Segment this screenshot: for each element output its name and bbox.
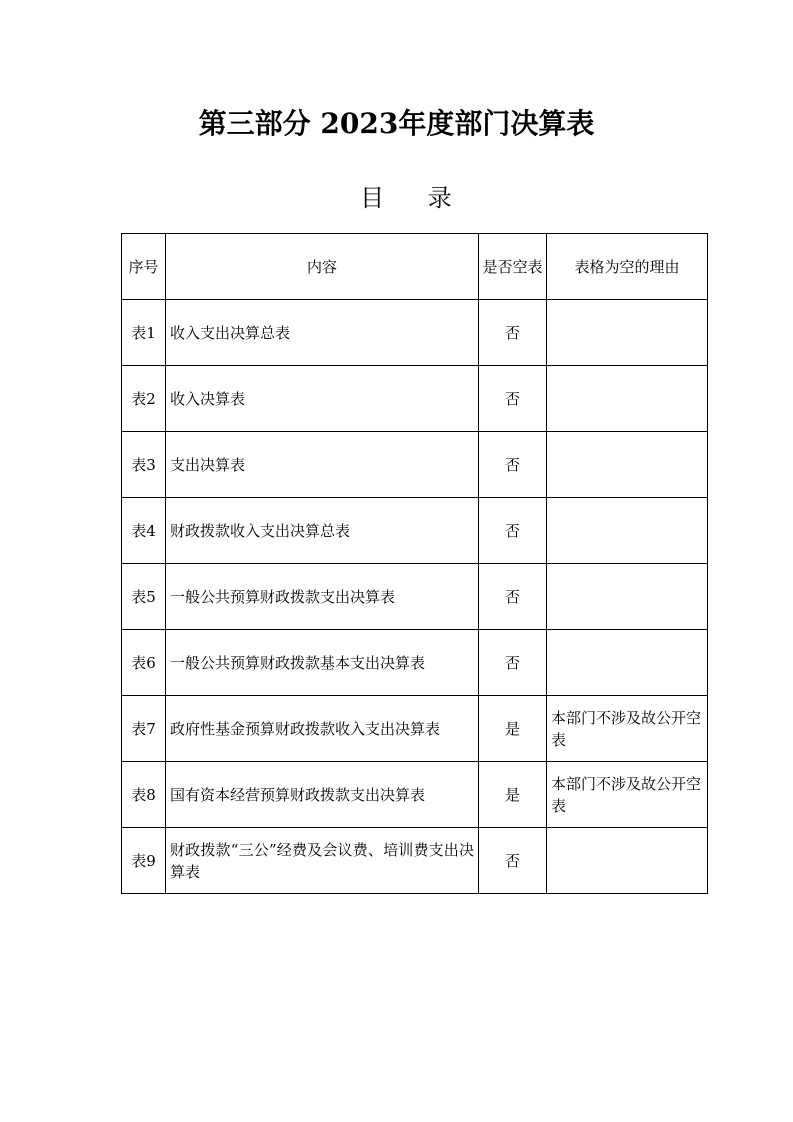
document-title: 第三部分 2023年度部门决算表 [198, 107, 595, 140]
toc-table [121, 233, 708, 894]
row-content [166, 828, 479, 894]
table-row [122, 762, 708, 828]
row-reason [547, 564, 708, 630]
row-no: 表5 [122, 564, 166, 630]
row-is-empty: 否 [479, 432, 547, 498]
row-reason [547, 432, 708, 498]
row-content-text: 一般公共预算财政拨款支出决算表 [170, 587, 396, 606]
row-content [166, 366, 479, 432]
header-no: 序号 [122, 234, 166, 300]
row-reason [547, 762, 708, 828]
table-row [122, 630, 708, 696]
row-no: 表6 [122, 630, 166, 696]
table-header-row [122, 234, 708, 300]
table-row [122, 498, 708, 564]
table-row [122, 828, 708, 894]
row-content-text: 收入支出决算总表 [170, 323, 291, 342]
row-content-text: 政府性基金预算财政拨款收入支出决算表 [170, 719, 441, 738]
row-no: 表7 [122, 696, 166, 762]
row-content-text: 支出决算表 [170, 455, 246, 474]
row-content-text: 收入决算表 [170, 389, 246, 408]
row-is-empty: 否 [479, 828, 547, 894]
row-is-empty: 否 [479, 498, 547, 564]
table-row [122, 366, 708, 432]
row-is-empty: 否 [479, 630, 547, 696]
row-no: 表1 [122, 300, 166, 366]
row-content [166, 630, 479, 696]
row-no: 表9 [122, 828, 166, 894]
row-reason [547, 498, 708, 564]
toc-heading: 目 录 [360, 184, 470, 212]
header-reason: 表格为空的理由 [547, 234, 708, 300]
row-is-empty: 否 [479, 564, 547, 630]
row-content-text: 国有资本经营预算财政拨款支出决算表 [170, 785, 426, 804]
row-reason [547, 828, 708, 894]
row-content [166, 432, 479, 498]
table-row [122, 564, 708, 630]
table-row [122, 300, 708, 366]
row-reason-text: 本部门不涉及故公开空表 [551, 708, 702, 749]
row-no: 表3 [122, 432, 166, 498]
row-no: 表8 [122, 762, 166, 828]
row-content [166, 762, 479, 828]
row-content [166, 498, 479, 564]
row-is-empty: 是 [479, 696, 547, 762]
row-reason-text: 本部门不涉及故公开空表 [551, 774, 702, 815]
row-content-text: 一般公共预算财政拨款基本支出决算表 [170, 653, 426, 672]
row-no: 表2 [122, 366, 166, 432]
table-row [122, 432, 708, 498]
row-reason [547, 630, 708, 696]
row-reason [547, 696, 708, 762]
row-content [166, 696, 479, 762]
row-is-empty: 否 [479, 366, 547, 432]
row-content [166, 300, 479, 366]
header-is-empty: 是否空表 [479, 234, 547, 300]
row-reason [547, 366, 708, 432]
row-is-empty: 是 [479, 762, 547, 828]
row-content-text: 财政拨款收入支出决算总表 [170, 521, 351, 540]
row-content [166, 564, 479, 630]
row-no: 表4 [122, 498, 166, 564]
row-is-empty: 否 [479, 300, 547, 366]
row-reason [547, 300, 708, 366]
row-content-text: 财政拨款“三公”经费及会议费、培训费支出决算表 [170, 840, 474, 881]
table-row [122, 696, 708, 762]
header-content: 内容 [166, 234, 479, 300]
